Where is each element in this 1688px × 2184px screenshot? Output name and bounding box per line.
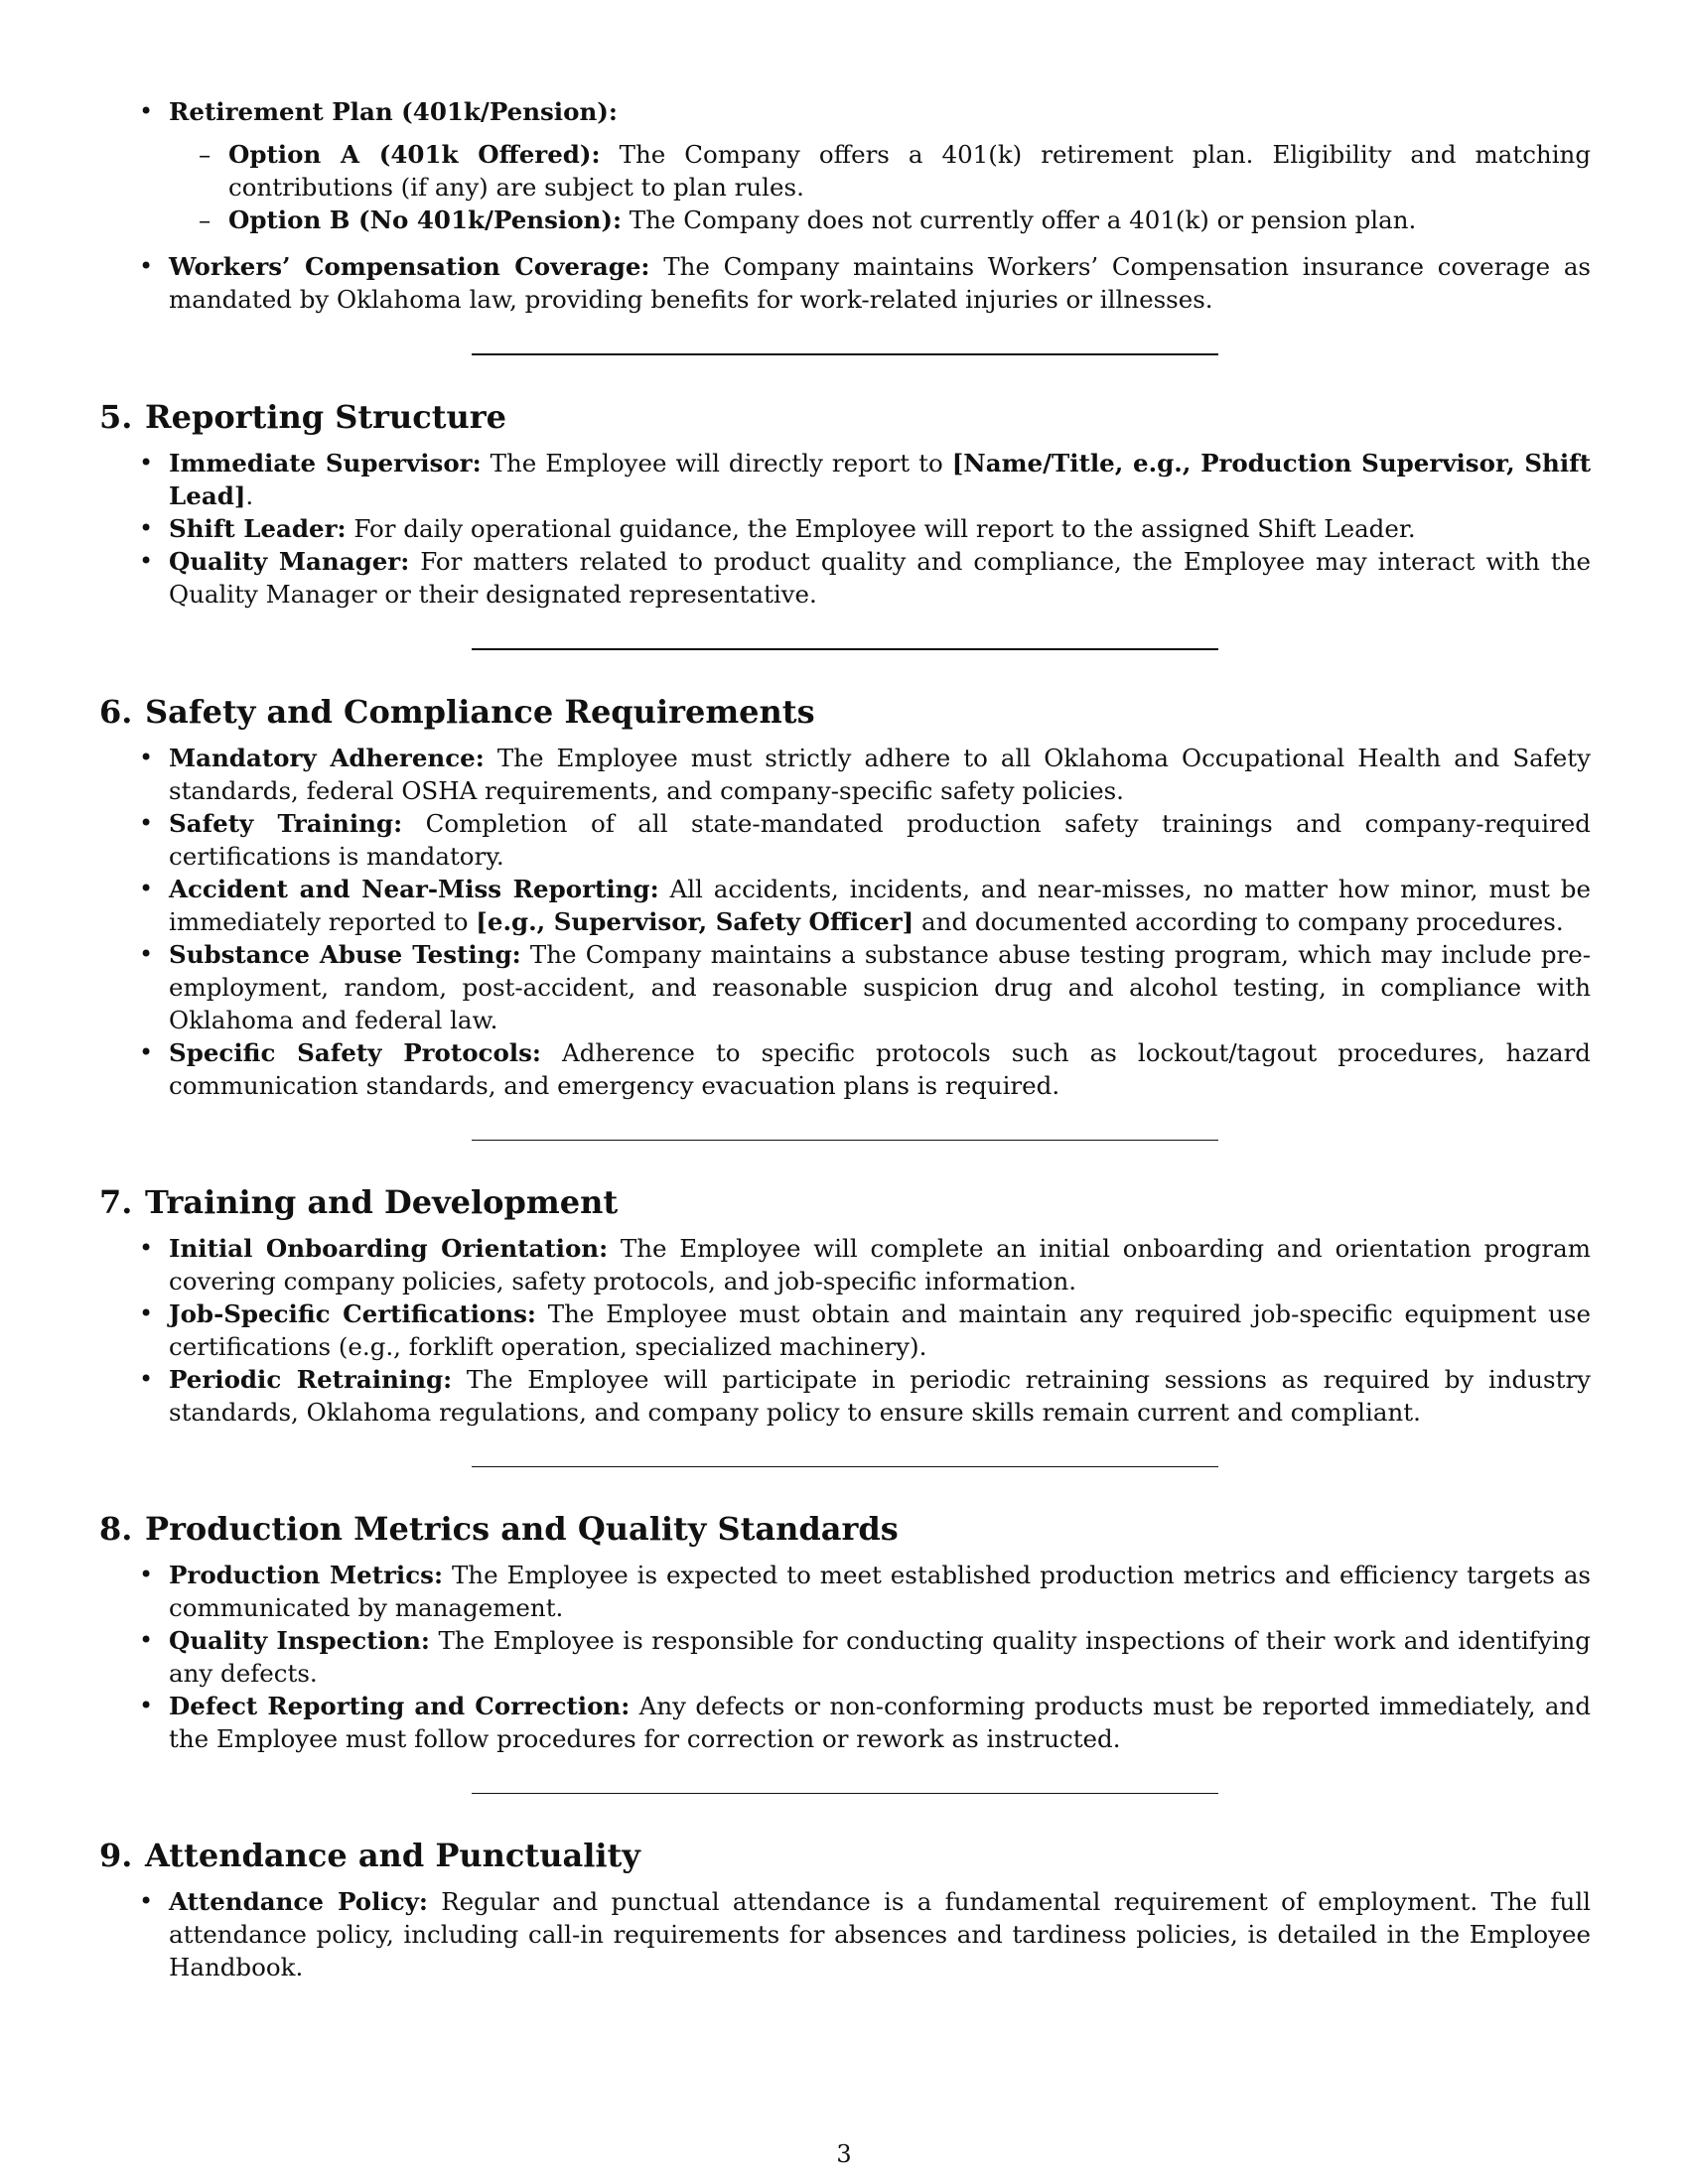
section-number: 6. bbox=[99, 693, 133, 731]
section-5-list bbox=[99, 447, 1591, 611]
list-item bbox=[99, 1232, 1591, 1297]
option-b bbox=[169, 204, 1591, 236]
section-divider bbox=[472, 353, 1218, 355]
benefits-list bbox=[99, 95, 1591, 316]
section-9-list bbox=[99, 1885, 1591, 1983]
item-text: The Company maintains a substance abuse testing program, which may include pre-employment, random, post-accident, and reasonable suspicion drug and alcohol testing, in compliance with Oklahoma and federal law. bbox=[169, 940, 1591, 1034]
list-item bbox=[99, 545, 1591, 611]
item-lead: Defect Reporting and Correction: bbox=[169, 1692, 631, 1720]
item-placeholder: [Name/Title, e.g., Production Supervisor, Shift Lead] bbox=[169, 449, 1592, 510]
item-text: Regular and punctual attendance is a fundamental requirement of employment. The full attendance policy, including call-in requirements for absences and tardiness policies, is detailed in the Employee Handbook. bbox=[169, 1887, 1591, 1981]
list-item bbox=[99, 1624, 1591, 1690]
option-text: The Company offers a 401(k) retirement plan. Eligibility and matching contributions (if any) are subject to plan rules. bbox=[228, 140, 1592, 202]
option-lead: Option A (401k Offered): bbox=[228, 140, 601, 169]
section-heading-7 bbox=[99, 1182, 1591, 1222]
item-text: The Employee will participate in periodic retraining sessions as required by industry standards, Oklahoma regulations, and company policy to ensure skills remain current and compliant. bbox=[169, 1365, 1591, 1427]
item-text: The Employee is responsible for conducting quality inspections of their work and identifying any defects. bbox=[169, 1626, 1591, 1688]
section-heading-5 bbox=[99, 397, 1591, 437]
list-item bbox=[99, 1885, 1591, 1983]
item-lead: Attendance Policy: bbox=[169, 1887, 428, 1916]
section-number: 7. bbox=[99, 1183, 133, 1221]
list-item bbox=[99, 1559, 1591, 1624]
list-item bbox=[99, 1363, 1591, 1429]
item-lead: Retirement Plan (401k/Pension): bbox=[169, 97, 618, 126]
section-divider bbox=[472, 1793, 1218, 1794]
list-item bbox=[99, 742, 1591, 807]
item-text: The Employee will directly report to bbox=[481, 449, 952, 478]
item-lead: Quality Inspection: bbox=[169, 1626, 430, 1655]
section-divider bbox=[472, 1140, 1218, 1141]
item-text-after: . bbox=[245, 481, 254, 510]
list-item-workers-comp bbox=[99, 250, 1591, 316]
item-text: For matters related to product quality and compliance, the Employee may interact with the Quality Manager or their designated representative. bbox=[169, 547, 1591, 609]
section-number: 5. bbox=[99, 398, 133, 436]
section-title: Training and Development bbox=[145, 1183, 619, 1221]
list-item bbox=[99, 873, 1591, 938]
item-lead: Substance Abuse Testing: bbox=[169, 940, 521, 969]
list-item bbox=[99, 938, 1591, 1036]
section-6-list bbox=[99, 742, 1591, 1102]
section-heading-6 bbox=[99, 692, 1591, 732]
item-text-after: and documented according to company procedures. bbox=[914, 907, 1564, 936]
option-a bbox=[169, 138, 1591, 204]
section-title: Production Metrics and Quality Standards bbox=[145, 1510, 899, 1548]
section-divider bbox=[472, 648, 1218, 650]
item-lead: Mandatory Adherence: bbox=[169, 744, 485, 772]
item-text: The Employee must strictly adhere to all Oklahoma Occupational Health and Safety standards, federal OSHA requirements, and company-specific safety policies. bbox=[169, 744, 1591, 805]
section-number: 8. bbox=[99, 1510, 133, 1548]
list-item-retirement bbox=[99, 95, 1591, 236]
item-lead: Workers’ Compensation Coverage: bbox=[169, 252, 650, 281]
section-title: Reporting Structure bbox=[145, 398, 507, 436]
list-item bbox=[99, 1036, 1591, 1102]
item-lead: Initial Onboarding Orientation: bbox=[169, 1234, 609, 1263]
item-text: All accidents, incidents, and near-misses, no matter how minor, must be immediately reported to bbox=[169, 875, 1591, 936]
list-item bbox=[99, 1690, 1591, 1755]
page-content bbox=[99, 95, 1591, 1983]
section-heading-9 bbox=[99, 1836, 1591, 1875]
item-lead: Quality Manager: bbox=[169, 547, 410, 576]
item-lead: Specific Safety Protocols: bbox=[169, 1038, 541, 1067]
item-lead: Safety Training: bbox=[169, 809, 403, 838]
retirement-options bbox=[169, 138, 1591, 236]
item-lead: Periodic Retraining: bbox=[169, 1365, 453, 1394]
item-text: Adherence to specific protocols such as lockout/tagout procedures, hazard communication standards, and emergency evacuation plans is required. bbox=[169, 1038, 1591, 1100]
item-text: The Employee is expected to meet established production metrics and efficiency targets as communicated by management. bbox=[169, 1561, 1591, 1622]
item-lead: Shift Leader: bbox=[169, 514, 347, 543]
section-number: 9. bbox=[99, 1837, 133, 1874]
section-divider bbox=[472, 1466, 1218, 1467]
section-title: Safety and Compliance Requirements bbox=[145, 693, 815, 731]
list-item bbox=[99, 512, 1591, 545]
item-lead: Accident and Near-Miss Reporting: bbox=[169, 875, 659, 903]
list-item bbox=[99, 807, 1591, 873]
item-lead: Production Metrics: bbox=[169, 1561, 443, 1589]
section-title: Attendance and Punctuality bbox=[145, 1837, 640, 1874]
item-text: The Employee will complete an initial onboarding and orientation program covering company policies, safety protocols, and job-specific information. bbox=[169, 1234, 1591, 1296]
section-7-list bbox=[99, 1232, 1591, 1429]
item-lead: Job-Specific Certifications: bbox=[169, 1299, 536, 1328]
list-item bbox=[99, 1297, 1591, 1363]
option-lead: Option B (No 401k/Pension): bbox=[228, 205, 622, 234]
item-text: Any defects or non-conforming products must be reported immediately, and the Employee must follow procedures for correction or rework as instructed. bbox=[169, 1692, 1591, 1753]
item-text: The Company maintains Workers’ Compensation insurance coverage as mandated by Oklahoma law, providing benefits for work-related injuries or illnesses. bbox=[169, 252, 1591, 314]
item-placeholder: [e.g., Supervisor, Safety Officer] bbox=[476, 907, 914, 936]
section-heading-8 bbox=[99, 1509, 1591, 1549]
item-text: For daily operational guidance, the Employee will report to the assigned Shift Leader. bbox=[346, 514, 1416, 543]
section-8-list bbox=[99, 1559, 1591, 1755]
option-text: The Company does not currently offer a 401(k) or pension plan. bbox=[622, 205, 1417, 234]
item-lead: Immediate Supervisor: bbox=[169, 449, 482, 478]
item-text: The Employee must obtain and maintain any required job-specific equipment use certifications (e.g., forklift operation, specialized machinery). bbox=[169, 1299, 1591, 1361]
page-number: 3 bbox=[836, 2140, 852, 2168]
list-item bbox=[99, 447, 1591, 512]
item-text: Completion of all state-mandated production safety trainings and company-required certifications is mandatory. bbox=[169, 809, 1591, 871]
